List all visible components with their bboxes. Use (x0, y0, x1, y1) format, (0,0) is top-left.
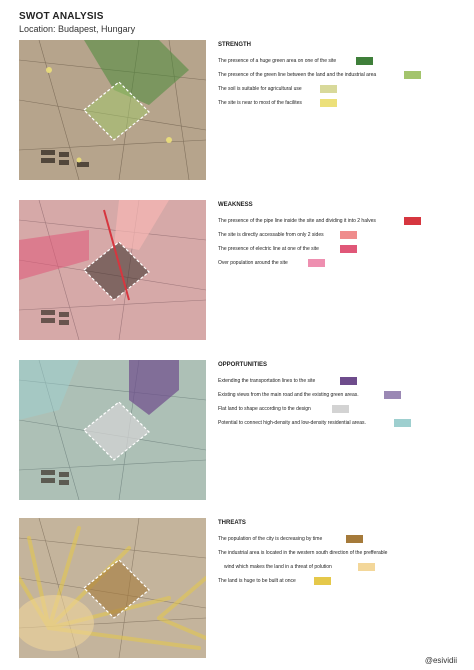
opportunities-item: Extending the transportation lines to the site (218, 377, 458, 391)
strength-item: The site is near to most of the facilites (218, 99, 458, 113)
legend-swatch (308, 259, 325, 267)
legend-swatch (404, 71, 421, 79)
strength-item: The soil is suitable for agricultural use (218, 85, 458, 99)
threats-item: The population of the city is decreasing by time (218, 535, 458, 549)
opportunities-map (19, 360, 206, 500)
legend-swatch (340, 231, 357, 239)
legend-swatch (340, 245, 357, 253)
legend-swatch (332, 405, 349, 413)
strength-item: The presence of a huge green area on one of the site (218, 57, 458, 71)
strength-title: STRENGTH (218, 42, 251, 48)
legend-swatch (356, 57, 373, 65)
legend-swatch (340, 377, 357, 385)
opportunities-item: Potential to connect high-density and low-density residential areas. (218, 419, 458, 433)
weakness-item: The site is directly accessable from only 2 sides (218, 231, 458, 245)
weakness-title: WEAKNESS (218, 202, 253, 208)
threats-item: The land is huge to be built at once (218, 577, 458, 591)
legend-swatch (320, 85, 337, 93)
threats-map (19, 518, 206, 658)
threats-item: The industrial area is located in the western south direction of the prefferable (218, 550, 388, 556)
title: SWOT ANALYSIS (19, 11, 104, 22)
weakness-panel (218, 202, 458, 273)
weakness-item: Over population around the site (218, 259, 458, 273)
legend-swatch (346, 535, 363, 543)
legend-swatch (358, 563, 375, 571)
legend-swatch (384, 391, 401, 399)
threats-item: wind which makes the land in a threat of polution (218, 563, 458, 577)
weakness-item: The presence of the pipe line inside the site and dividing it into 2 halves (218, 217, 458, 231)
legend-swatch (320, 99, 337, 107)
author-credit: @esividii (424, 656, 457, 665)
strength-item: The presence of the green line between the land and the industrial area (218, 71, 458, 85)
threats-panel (218, 520, 458, 591)
legend-swatch (314, 577, 331, 585)
opportunities-item: Flat land to shape according to the design (218, 405, 458, 419)
weakness-item: The presence of electric line at one of the site (218, 245, 458, 259)
opportunities-item: Existing views from the main road and the existing green areas. (218, 391, 458, 405)
legend-swatch (404, 217, 421, 225)
strength-panel (218, 42, 458, 113)
weakness-map (19, 200, 206, 340)
opportunities-title: OPPORTUNITIES (218, 362, 268, 368)
strength-map (19, 40, 206, 180)
location-subtitle: Location: Budapest, Hungary (19, 24, 136, 34)
legend-swatch (394, 419, 411, 427)
opportunities-panel (218, 362, 458, 433)
threats-title: THREATS (218, 520, 246, 526)
